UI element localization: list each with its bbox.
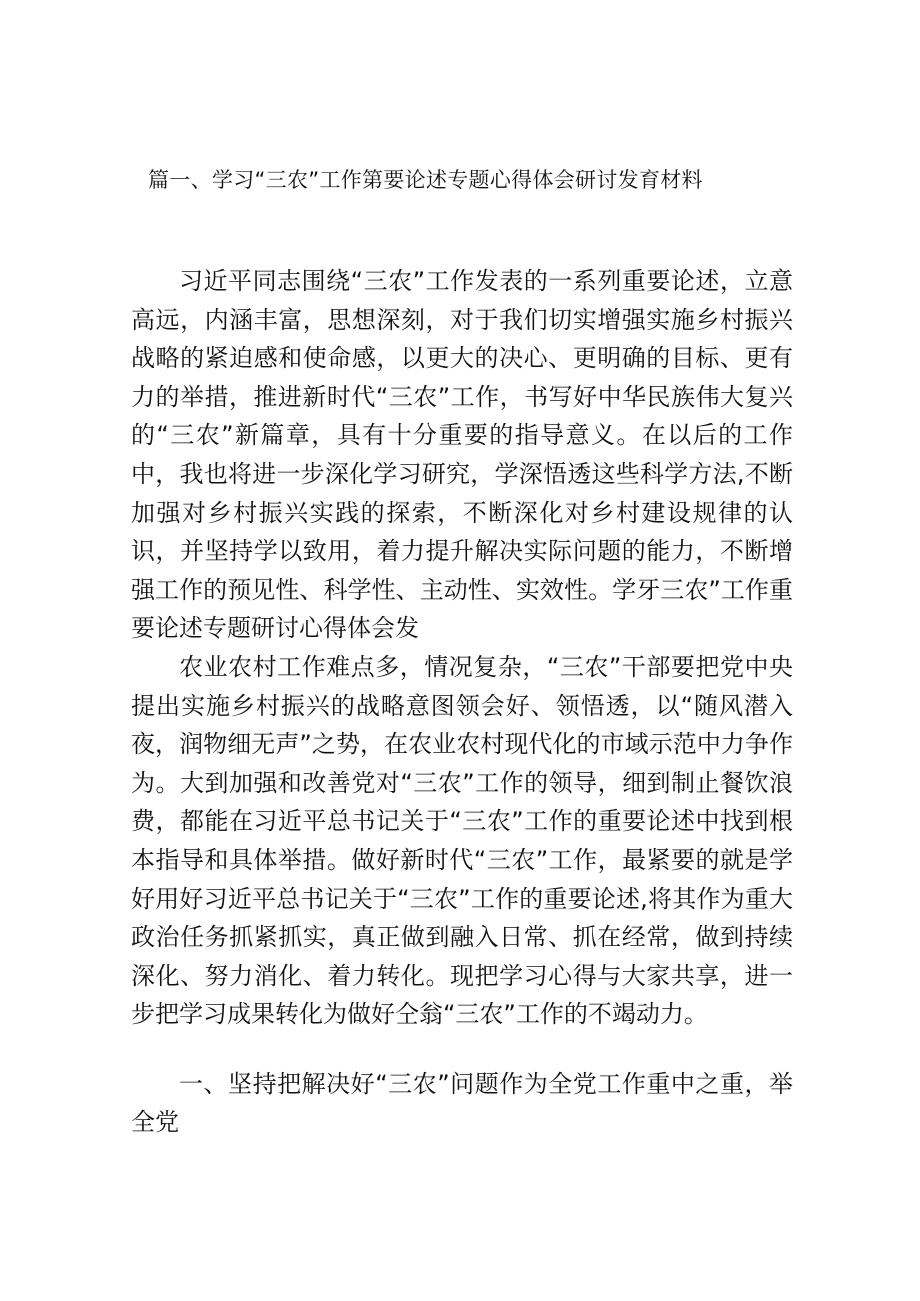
paragraph-agriculture-work: 农业农村工作难点多，情况复杂，“三农”干部要把党中央提出实施乡村振兴的战略意图领会好、领悟透，以“随风潜入夜，润物细无声”之势，在农业农村现代化的市域示范中力争作为。大到加强和改善党对“三农”工作的领导，细到制止餐饮浪费，都能在习近平总书记关于“三农”工作的重要论述中找到根本指导和具体举措。做好新时代“三农”工作，最紧要的就是学好用好习近平总书记关于“三农”工作的重要论述,将其作为重大政治任务抓紧抓实，真正做到融入日常、抓在经常，做到持续深化、努力消化、着力转化。现把学习心得与大家共享，进一步把学习成果转化为做好仝翁“三农”工作的不竭动力。 xyxy=(131,652,793,1029)
paragraph-intro: 习近平同志围绕“三农”工作发表的一系列重要论述，立意高远，内涵丰富，思想深刻，对于我们切实增强实施乡村振兴战略的紧迫感和使命感，以更大的决心、更明确的目标、更有力的举措，推进新时代“三农”工作，书写好中华民族伟大复兴的“三农”新篇章，具有十分重要的指导意义。在以后的工作中，我也将进一步深化学习研究，学深悟透这些科学方法,不断加强对乡村振兴实践的探索，不断深化对乡村建设规律的认识，并坚持学以致用，着力提升解决实际问题的能力，不断增强工作的预见性、科学性、主动性、实效性。学牙三农”工作重要论述专题研讨心得体会发 xyxy=(131,267,793,643)
section-heading-one: 一、坚持把解决好“三农”问题作为全党工作重中之重，举全党 xyxy=(131,1069,793,1137)
document-title: 篇一、学习“三农”工作第要论述专题心得体会研讨发育材料 xyxy=(148,168,703,192)
document-body xyxy=(131,262,793,1142)
